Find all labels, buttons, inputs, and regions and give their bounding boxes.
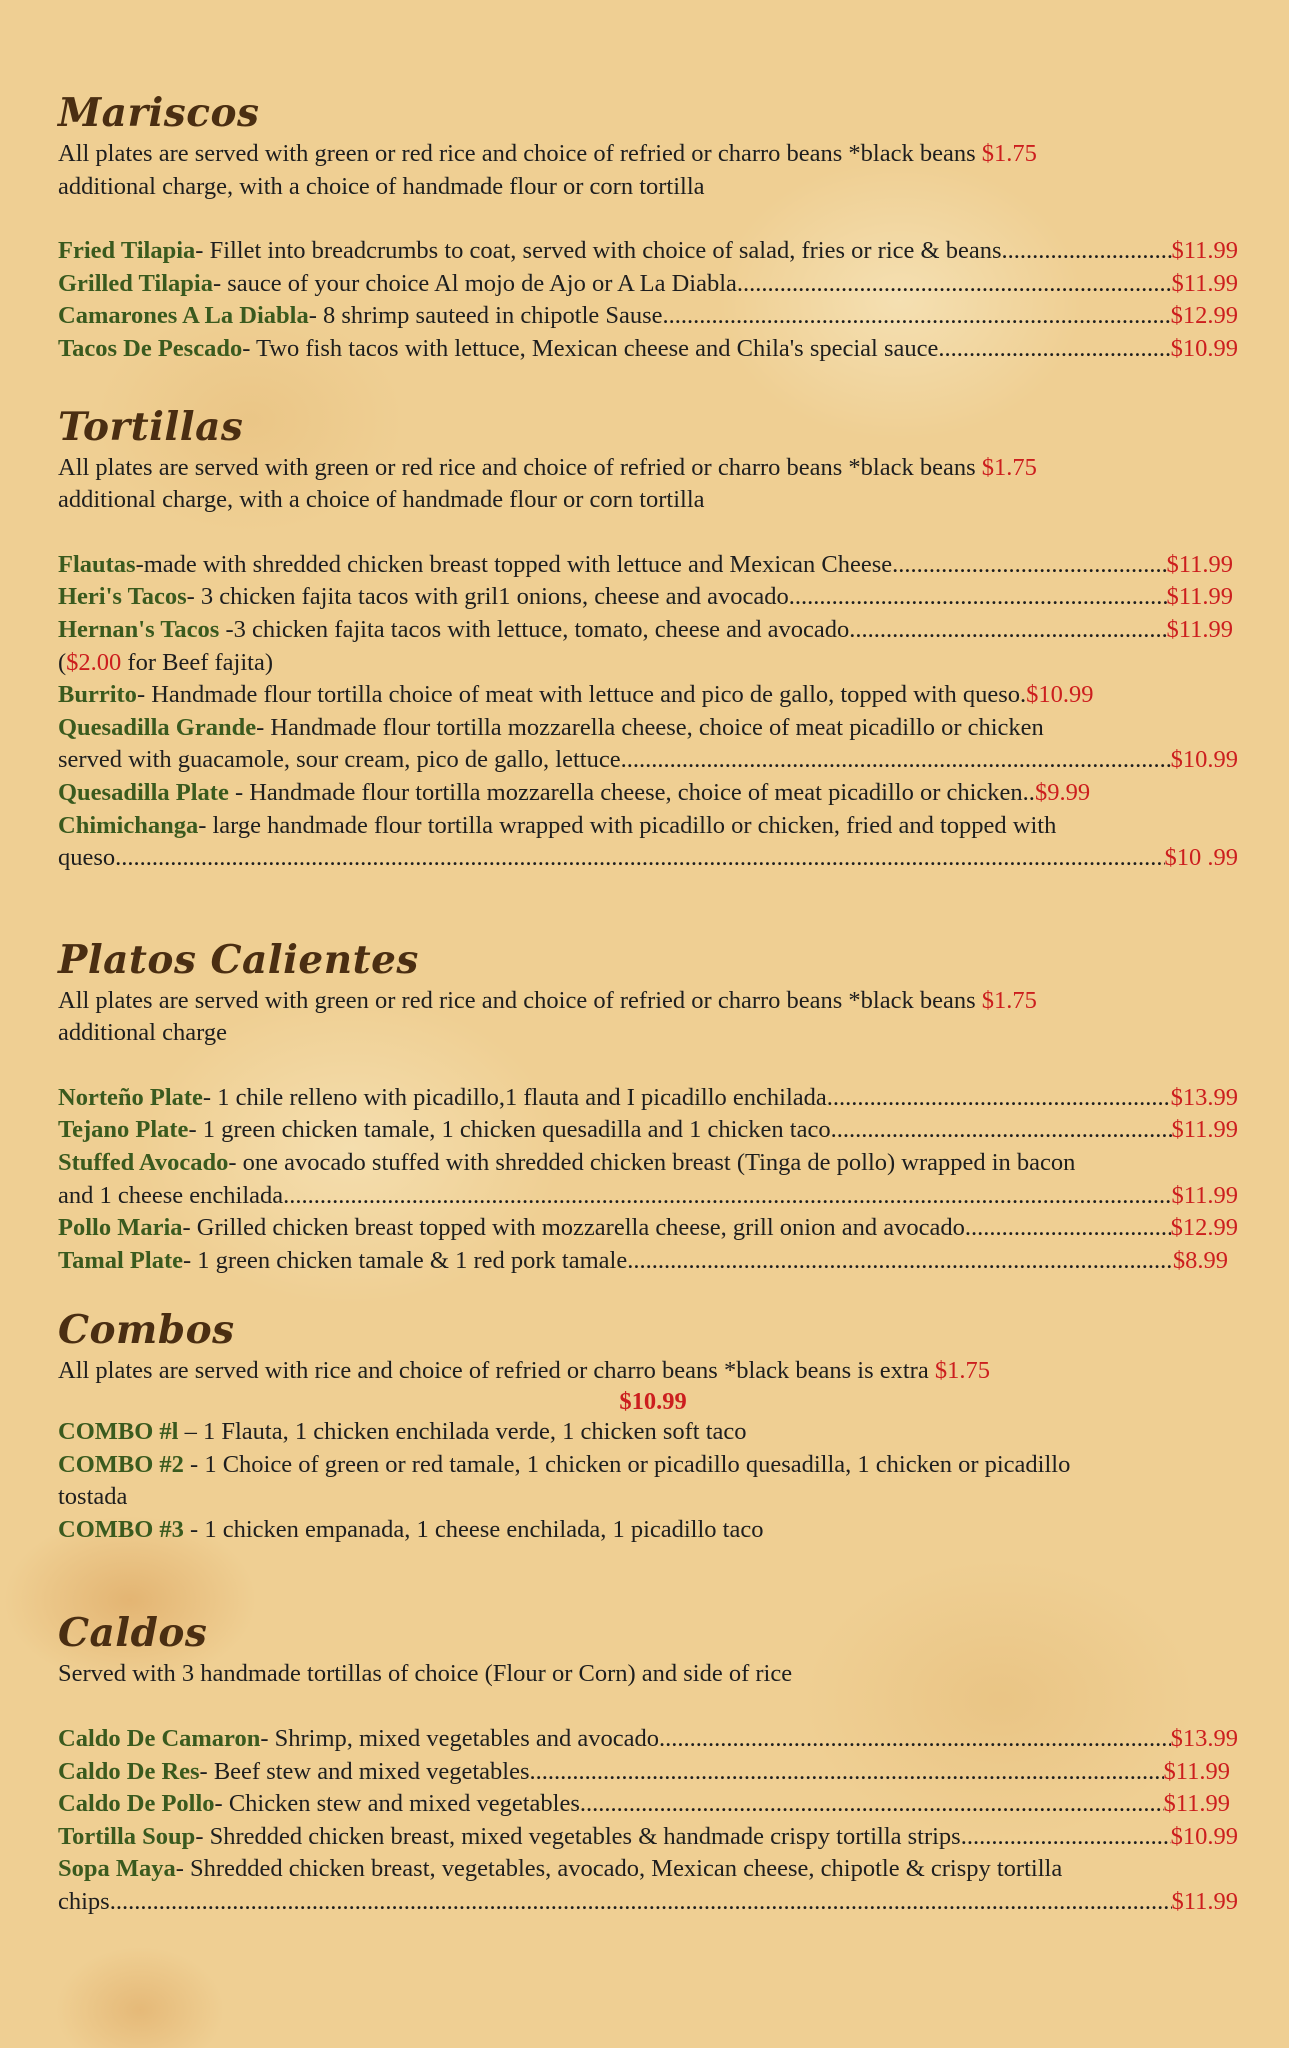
section-caldos — [58, 1608, 1238, 1918]
menu-item: Norteño Plate- 1 chile relleno with picadillo,1 flauta and I picadillo enchilada ..... $13.99 — [58, 1082, 1238, 1115]
combo-item: COMBO #l – 1 Flauta, 1 chicken enchilada verde, 1 chicken soft taco — [58, 1418, 747, 1446]
section-intro: All plates are served with rice and choice of refried or charro beans *black beans is extra $1.75 — [58, 1357, 990, 1385]
combo-price: $10.99 — [619, 1388, 687, 1416]
menu-item: Stuffed Avocado- one avocado stuffed with shredded chicken breast (Tinga de pollo) wrapped in bacon — [58, 1149, 1076, 1177]
menu-item: Burrito- Handmade flour tortilla choice of meat with lettuce and pico de gallo, topped with queso. $10.99 — [58, 681, 1094, 709]
section-intro: Served with 3 handmade tortillas of choice (Flour or Corn) and side of rice — [58, 1660, 793, 1688]
menu-page — [58, 88, 1238, 1919]
section-title: Platos Calientes — [58, 936, 419, 983]
menu-item: Sopa Maya- Shredded chicken breast, vegetables, avocado, Mexican cheese, chipotle & crispy tortilla — [58, 1855, 1063, 1883]
menu-item: Grilled Tilapia- sauce of your choice Al mojo de Ajo or A La Diabla ..... $11.99 — [58, 268, 1238, 301]
menu-item: Heri's Tacos- 3 chicken fajita tacos with gril1 onions, cheese and avocado ..... $11.99 — [58, 581, 1233, 614]
section-platos-calientes — [58, 935, 1238, 1278]
menu-item: Caldo De Pollo- Chicken stew and mixed vegetables ..... $11.99 — [58, 1788, 1230, 1821]
menu-item: Tacos De Pescado- Two fish tacos with lettuce, Mexican cheese and Chila's special sauce ..... $10.99 — [58, 333, 1238, 366]
menu-item: Tamal Plate- 1 green chicken tamale & 1 red pork tamale ..... $8.99 — [58, 1245, 1228, 1278]
menu-item: Chimichanga- large handmade flour tortilla wrapped with picadillo or chicken, fried and topped with — [58, 811, 1057, 839]
section-mariscos — [58, 88, 1238, 366]
menu-item-cont: served with guacamole, sour cream, pico de gallo, lettuce ..... $10.99 — [58, 744, 1238, 777]
section-combos — [58, 1305, 1238, 1546]
menu-item: Fried Tilapia- Fillet into breadcrumbs to coat, served with choice of salad, fries or rice & beans ..... $11.99 — [58, 235, 1238, 268]
section-intro: All plates are served with green or red rice and choice of refried or charro beans *black beans $1.75 additional charge — [58, 986, 1037, 1047]
combo-item: COMBO #3 - 1 chicken empanada, 1 cheese enchilada, 1 picadillo taco — [58, 1515, 764, 1543]
menu-item: Caldo De Res- Beef stew and mixed vegetables ..... $11.99 — [58, 1756, 1230, 1789]
menu-item-note: ($2.00 for Beef fajita) — [58, 648, 273, 676]
menu-item: Tejano Plate- 1 green chicken tamale, 1 chicken quesadilla and 1 chicken taco ..... $11.99 — [58, 1114, 1238, 1147]
section-title: Mariscos — [58, 90, 260, 136]
combo-item-cont: tostada — [58, 1483, 128, 1511]
menu-item: Caldo De Camaron- Shrimp, mixed vegetables and avocado ..... $13.99 — [58, 1723, 1238, 1756]
menu-item: Hernan's Tacos -3 chicken fajita tacos with lettuce, tomato, cheese and avocado ..... $11.99 — [58, 614, 1233, 647]
menu-item: Pollo Maria- Grilled chicken breast topped with mozzarella cheese, grill onion and avocado ..... $12.99 — [58, 1212, 1238, 1245]
section-tortillas — [58, 402, 1238, 875]
section-title: Caldos — [58, 1610, 208, 1657]
combo-item: COMBO #2 - 1 Choice of green or red tamale, 1 chicken or picadillo quesadilla, 1 chicken or picadillo — [58, 1450, 1071, 1478]
section-intro: All plates are served with green or red rice and choice of refried or charro beans *black beans $1.75 additional charge, with a choice of handmade flour or corn tortilla — [58, 140, 1037, 200]
menu-item-cont: chips ..... $11.99 — [58, 1886, 1238, 1919]
menu-item: Flautas-made with shredded chicken breast topped with lettuce and Mexican Cheese ..... $11.99 — [58, 549, 1233, 582]
menu-item: Camarones A La Diabla- 8 shrimp sauteed in chipotle Sause ..... $12.99 — [58, 300, 1238, 333]
menu-item: Tortilla Soup- Shredded chicken breast, mixed vegetables & handmade crispy tortilla strips ..... $10.99 — [58, 1821, 1238, 1854]
menu-item-cont: and 1 cheese enchilada ..... $11.99 — [58, 1180, 1238, 1213]
menu-item: Quesadilla Grande- Handmade flour tortilla mozzarella cheese, choice of meat picadillo or chicken — [58, 713, 1044, 741]
menu-item: Quesadilla Plate - Handmade flour tortilla mozzarella cheese, choice of meat picadillo or chicken.. $9.99 — [58, 778, 1091, 806]
menu-item-cont: queso ..... $10 .99 — [58, 842, 1238, 875]
section-title: Combos — [58, 1307, 235, 1354]
section-title: Tortillas — [58, 403, 244, 450]
section-intro: All plates are served with green or red rice and choice of refried or charro beans *black beans $1.75 additional charge, with a choice of handmade flour or corn tortilla — [58, 453, 1037, 514]
